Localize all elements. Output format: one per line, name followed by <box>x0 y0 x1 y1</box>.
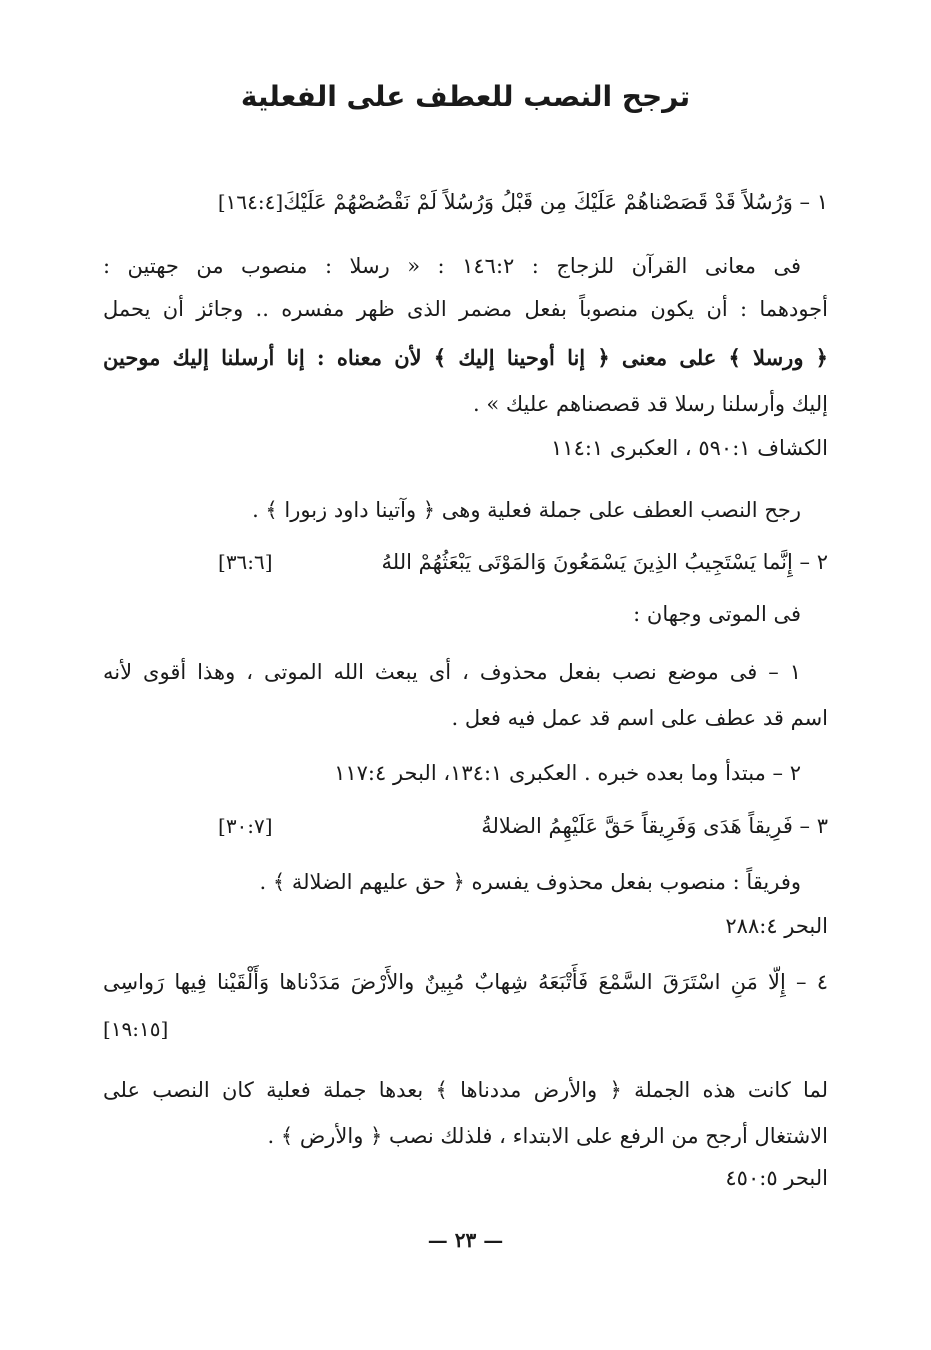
verse-3 <box>103 810 828 842</box>
text-line-3: أجودهما : أن يكون منصوباً بفعل مضمر الذى ظهر مفسره .. وجائز أن يحمل <box>103 297 828 321</box>
text-line-7: رجح النصب العطف على جملة فعلية وهى ﴿ وآتينا داود زبورا ﴾ . <box>252 498 801 522</box>
text-line-9: فى الموتى وجهان : <box>633 602 801 626</box>
text-line-5: إليك وأرسلنا رسلا قد قصصناهم عليك » . <box>472 392 828 416</box>
page-number: — ٢٣ — <box>427 1228 504 1252</box>
text-line-4: ﴿ ورسلا ﴾ على معنى ﴿ إنا أوحينا إليك ﴾ لأن معناه : إنا أرسلنا إليك موحين <box>103 345 828 370</box>
verse-2 <box>103 546 828 578</box>
verse-2-ref: [٣٦:٦] <box>218 550 273 574</box>
text-line-10: ١ – فى موضع نصب بفعل محذوف ، أى يبعث الله الموتى ، وهذا أقوى لأنه <box>103 660 801 684</box>
source-line-15: البحر ٢٨٨:٤ <box>725 914 828 938</box>
page-title: ترجح النصب للعطف على الفعلية <box>240 80 691 113</box>
verse-2-text: ٢ – إِنَّما يَسْتَجِيبُ الذِينَ يَسْمَعُونَ وَالمَوْتَى يَبْعَثُهُمْ اللهُ <box>381 550 828 574</box>
text-line-18: لما كانت هذه الجملة ﴿ والأرض مددناها ﴾ بعدها جملة فعلية كان النصب على <box>103 1078 828 1102</box>
text-line-14: وفريقاً : منصوب بفعل محذوف يفسره ﴿ حق عليهم الضلالة ﴾ . <box>259 870 801 894</box>
source-line-6: الكشاف ٥٩٠:١ ، العكبرى ١١٤:١ <box>551 436 828 460</box>
verse-1-text: ١ – وَرُسُلاً قَدْ قَصَصْناهُمْ عَلَيْكَ مِن قَبْلُ وَرُسُلاً لَمْ نَقْصُصْهُمْ عَلَيْكَ <box>283 190 828 214</box>
verse-1 <box>103 186 828 218</box>
verse-4: ٤ – إِلّا مَنِ اسْتَرَقَ السَّمْعَ فَأَتْبَعَهُ شِهابٌ مُبِينٌ والأَرْضَ مَدَدْناها وَأَلْقَيْنا فِيها رَواسِى <box>103 970 828 994</box>
text-line-2: فى معانى القرآن للزجاج : ١٤٦:٢ : « رسلا : منصوب من جهتين : <box>103 254 801 278</box>
text-line-12: ٢ – مبتدأ وما بعده خبره . العكبرى ١٣٤:١، البحر ١١٧:٤ <box>334 761 801 785</box>
verse-1-ref: [١٦٤:٤] <box>217 190 284 214</box>
text-line-19: الاشتغال أرجح من الرفع على الابتداء ، فلذلك نصب ﴿ والأرض ﴾ . <box>267 1124 828 1148</box>
source-line-20: البحر ٤٥٠:٥ <box>725 1166 828 1190</box>
verse-4-ref: [١٩:١٥] <box>103 1017 169 1041</box>
verse-3-text: ٣ – فَرِيقاً هَدَى وَفَرِيقاً حَقَّ عَلَيْهِمُ الضلالةُ <box>481 814 828 838</box>
text-line-11: اسم قد عطف على اسم قد عمل فيه فعل . <box>451 706 828 730</box>
verse-3-ref: [٣٠:٧] <box>218 814 273 838</box>
